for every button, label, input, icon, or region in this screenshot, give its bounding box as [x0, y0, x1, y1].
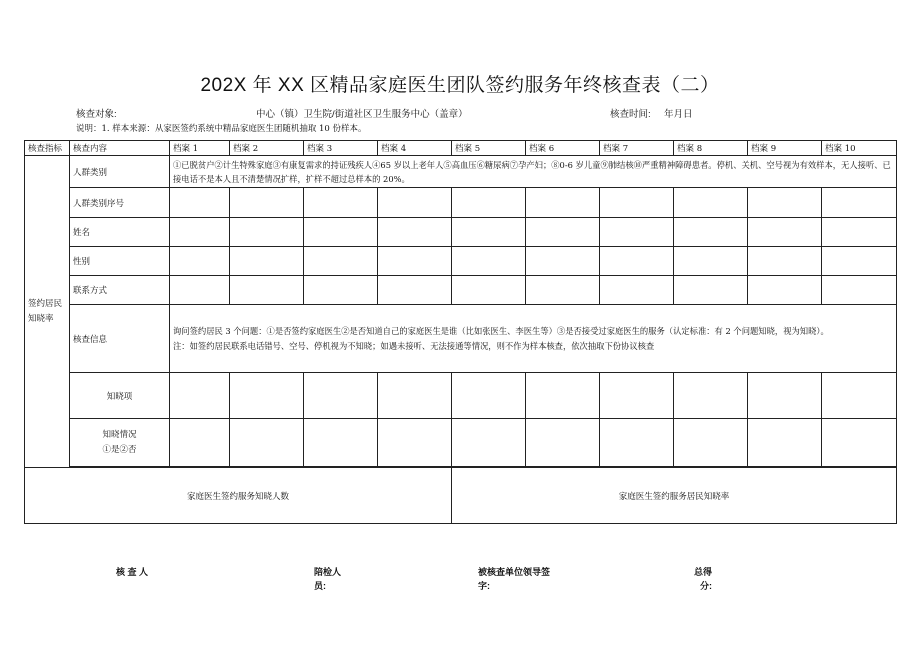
- check-info-cell: [170, 305, 897, 373]
- input-cell[interactable]: [378, 218, 452, 247]
- input-cell[interactable]: [748, 188, 822, 218]
- input-cell[interactable]: [600, 188, 674, 218]
- table-row: [25, 305, 897, 373]
- date-label: 年月日: [664, 109, 693, 120]
- table-row: [25, 188, 897, 218]
- check-info-desc: 询问签约居民 3 个问题：①是否签约家庭医生②是否知道自己的家庭医生是谁（比如张医生、李医生等）③是否接受过家庭医生的服务（认定标准：有 2 个问题知晓，视为知晓）。: [173, 325, 829, 336]
- name-label: 姓名: [70, 218, 170, 247]
- input-cell[interactable]: [822, 419, 897, 467]
- archive-header: 档案 3: [304, 141, 378, 156]
- input-cell[interactable]: [674, 218, 748, 247]
- table-row: [25, 276, 897, 305]
- input-cell[interactable]: [304, 188, 378, 218]
- input-cell[interactable]: [304, 373, 378, 419]
- aware-options: ①是②否: [102, 444, 137, 455]
- input-cell[interactable]: [230, 276, 304, 305]
- check-table: [24, 140, 897, 524]
- input-cell[interactable]: [170, 247, 230, 276]
- input-cell[interactable]: [378, 373, 452, 419]
- input-cell[interactable]: [822, 247, 897, 276]
- footer-aware-rate: 家庭医生签约服务居民知晓率: [452, 468, 897, 524]
- center-label: 中心（镇）卫生院/街道社区卫生服务中心（盖章）: [256, 109, 468, 120]
- check-time-label: 核查时间:: [610, 109, 651, 120]
- input-cell[interactable]: [748, 276, 822, 305]
- col-content-header: 核查内容: [70, 141, 170, 156]
- aware-item-label: 知晓项: [70, 373, 170, 419]
- check-info-note: 注：如签约居民联系电话错号、空号、停机视为不知晓；如遇未接听、无法接通等情况，则不作为样本核查，依次抽取下份协议核查: [173, 340, 655, 351]
- archive-header: 档案 9: [748, 141, 822, 156]
- aware-status-label: 知晓情况: [102, 429, 137, 440]
- input-cell[interactable]: [674, 247, 748, 276]
- leader-line1: 被核查单位领导签: [478, 567, 551, 577]
- input-cell[interactable]: [748, 373, 822, 419]
- input-cell[interactable]: [378, 188, 452, 218]
- archive-header: 档案 4: [378, 141, 452, 156]
- input-cell[interactable]: [452, 276, 526, 305]
- archive-header: 档案 1: [170, 141, 230, 156]
- population-seq-label: 人群类别序号: [70, 188, 170, 218]
- input-cell[interactable]: [378, 419, 452, 467]
- population-type-desc: ①已脱贫户②计生特殊家庭③有康复需求的持证残疾人④65 岁以上老年人⑤高血压⑥糖尿病⑦孕产妇；⑧0-6 岁儿童⑨肺结核⑩严重精神障碍患者。停机、关机、空号视为有效样本，无人接听、已接电话不是本人且不清楚情况扩样，扩样不超过总样本的 20%。: [170, 156, 897, 188]
- archive-header: 档案 10: [822, 141, 897, 156]
- input-cell[interactable]: [170, 373, 230, 419]
- input-cell[interactable]: [822, 218, 897, 247]
- input-cell[interactable]: [600, 218, 674, 247]
- input-cell[interactable]: [526, 276, 600, 305]
- table-row: [25, 156, 897, 188]
- input-cell[interactable]: [170, 188, 230, 218]
- page-title: 202X 年 XX 区精品家庭医生团队签约服务年终核查表（二）: [200, 75, 720, 96]
- input-cell[interactable]: [674, 419, 748, 467]
- archive-header: 档案 2: [230, 141, 304, 156]
- input-cell[interactable]: [452, 373, 526, 419]
- input-cell[interactable]: [674, 373, 748, 419]
- input-cell[interactable]: [748, 218, 822, 247]
- input-cell[interactable]: [526, 419, 600, 467]
- table-row: [25, 247, 897, 276]
- input-cell[interactable]: [378, 276, 452, 305]
- input-cell[interactable]: [170, 276, 230, 305]
- input-cell[interactable]: [674, 188, 748, 218]
- input-cell[interactable]: [526, 218, 600, 247]
- sample-note: 说明：1. 样本来源：从家医签约系统中精品家庭医生团随机抽取 10 份样本。: [76, 124, 367, 134]
- input-cell[interactable]: [170, 218, 230, 247]
- input-cell[interactable]: [230, 373, 304, 419]
- input-cell[interactable]: [452, 247, 526, 276]
- archive-header: 档案 7: [600, 141, 674, 156]
- input-cell[interactable]: [230, 247, 304, 276]
- table-row: [25, 218, 897, 247]
- input-cell[interactable]: [526, 188, 600, 218]
- leader-line2: 字:: [478, 581, 490, 591]
- input-cell[interactable]: [304, 276, 378, 305]
- input-cell[interactable]: [452, 419, 526, 467]
- input-cell[interactable]: [304, 218, 378, 247]
- input-cell[interactable]: [230, 218, 304, 247]
- input-cell[interactable]: [526, 247, 600, 276]
- input-cell[interactable]: [822, 276, 897, 305]
- input-cell[interactable]: [748, 419, 822, 467]
- input-cell[interactable]: [600, 373, 674, 419]
- input-cell[interactable]: [600, 419, 674, 467]
- score-line2: 分:: [700, 581, 713, 591]
- input-cell[interactable]: [170, 419, 230, 467]
- input-cell[interactable]: [822, 373, 897, 419]
- archive-header: 档案 6: [526, 141, 600, 156]
- table-row: [25, 373, 897, 419]
- archive-header: 档案 5: [452, 141, 526, 156]
- companion-signature: [314, 565, 341, 593]
- table-row: [25, 419, 897, 467]
- companion-line1: 陪检人: [314, 567, 342, 577]
- input-cell[interactable]: [822, 188, 897, 218]
- gender-label: 性别: [70, 247, 170, 276]
- footer-aware-count: 家庭医生签约服务知晓人数: [25, 468, 452, 524]
- input-cell[interactable]: [230, 419, 304, 467]
- input-cell[interactable]: [304, 419, 378, 467]
- companion-line2: 员:: [314, 581, 326, 591]
- table-header-row: [25, 141, 897, 156]
- score-signature: [694, 565, 712, 593]
- footer-row: [25, 468, 897, 524]
- input-cell[interactable]: [526, 373, 600, 419]
- score-line1: 总得: [694, 567, 713, 577]
- input-cell[interactable]: [674, 276, 748, 305]
- indicator-name: 签约居民知晓率: [28, 298, 63, 324]
- input-cell[interactable]: [748, 247, 822, 276]
- population-type-label: 人群类别: [70, 156, 170, 188]
- archive-header: 档案 8: [674, 141, 748, 156]
- leader-signature: [478, 565, 550, 593]
- aware-status-cell: [70, 419, 170, 467]
- input-cell[interactable]: [452, 188, 526, 218]
- input-cell[interactable]: [452, 218, 526, 247]
- contact-label: 联系方式: [70, 276, 170, 305]
- col-indicator-header: 核查指标: [25, 141, 70, 156]
- check-info-label: 核查信息: [70, 305, 170, 373]
- input-cell[interactable]: [304, 247, 378, 276]
- checker-signature: 核 查 人: [116, 567, 149, 577]
- input-cell[interactable]: [378, 247, 452, 276]
- check-object-label: 核查对象:: [76, 109, 117, 120]
- input-cell[interactable]: [230, 188, 304, 218]
- indicator-cell: [25, 156, 70, 468]
- input-cell[interactable]: [600, 276, 674, 305]
- input-cell[interactable]: [600, 247, 674, 276]
